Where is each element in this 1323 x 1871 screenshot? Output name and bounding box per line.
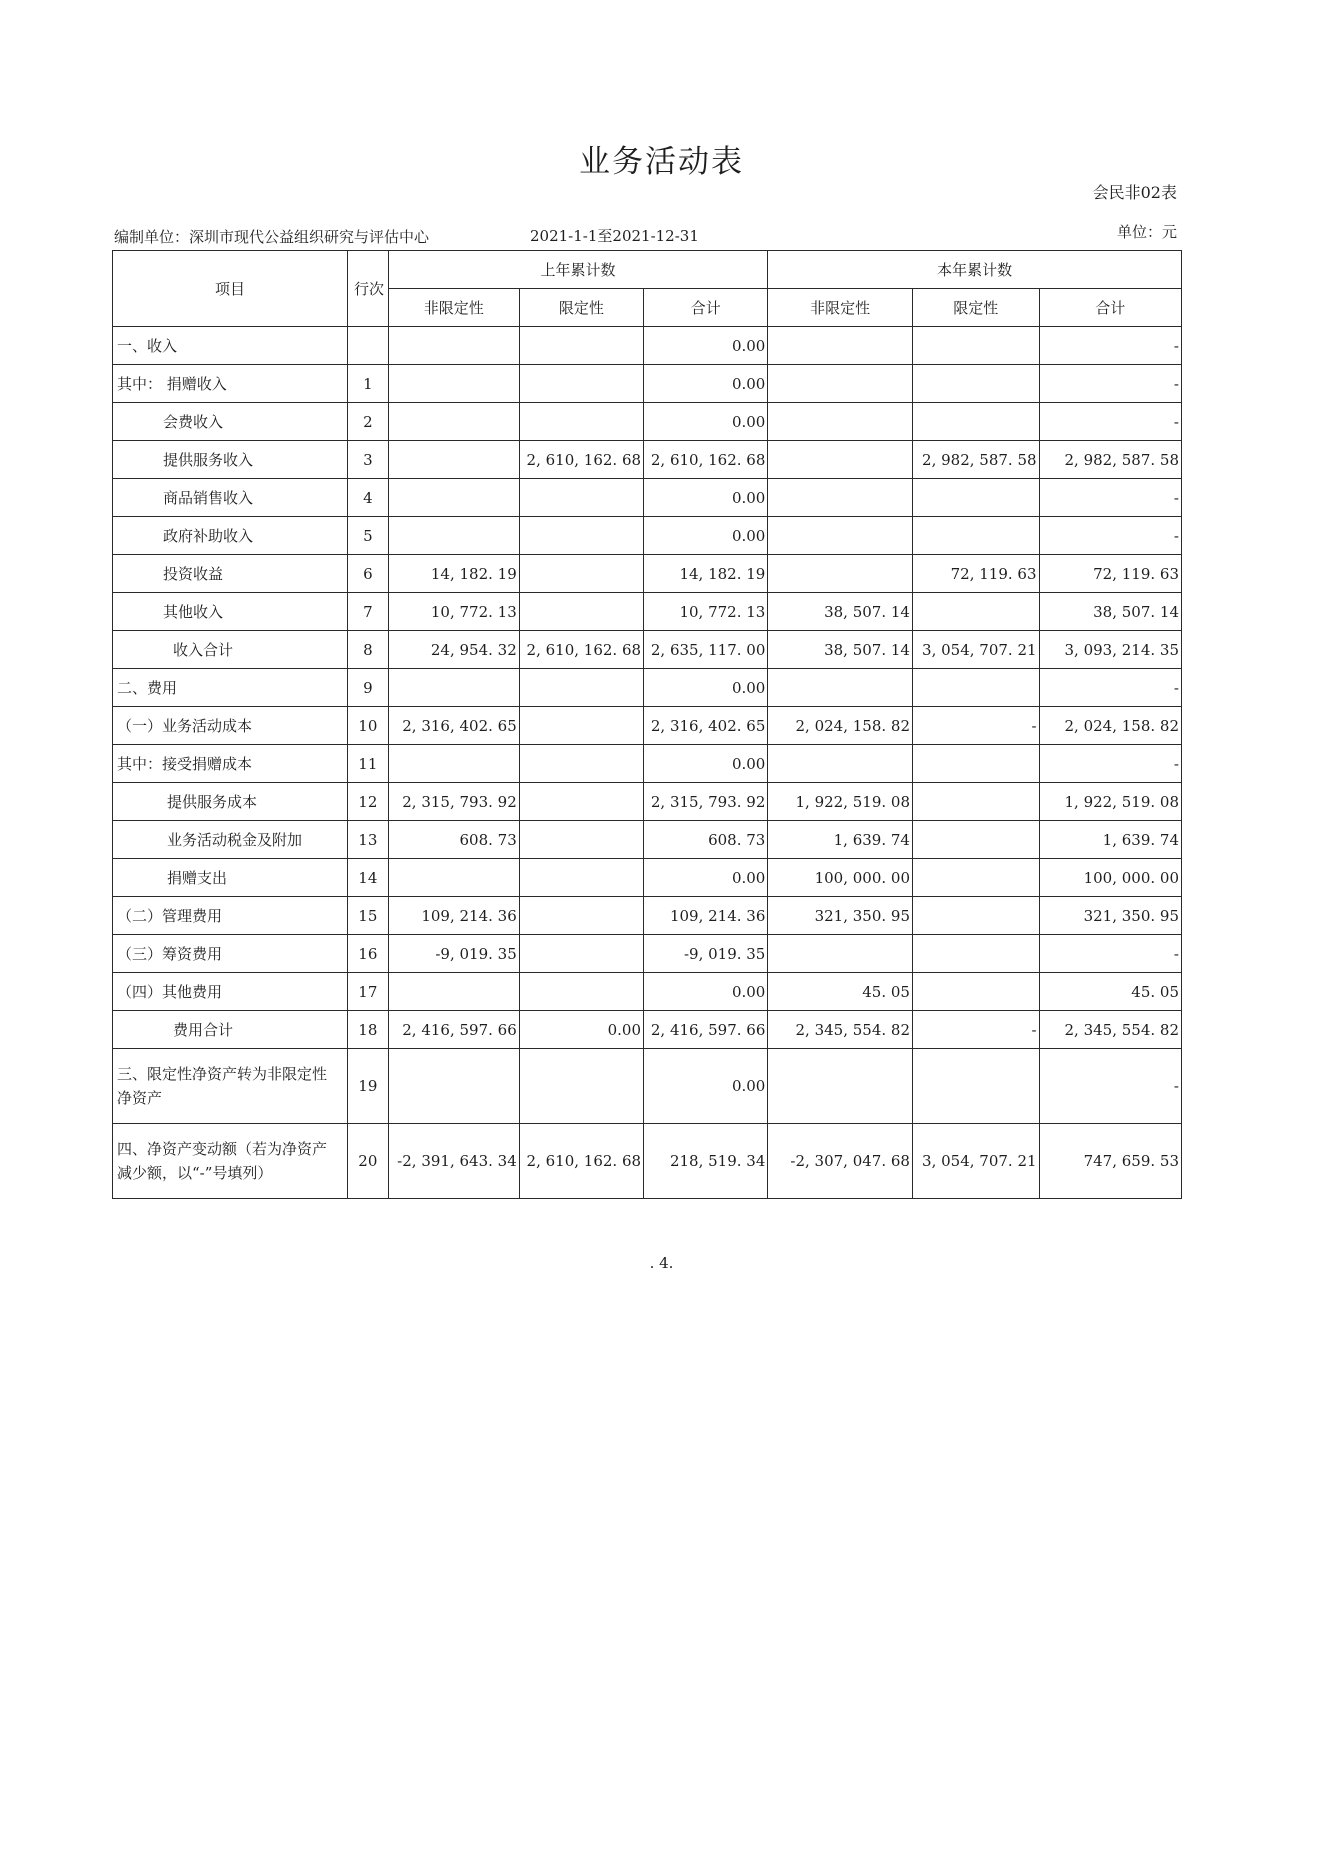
cell-prior-unrestricted: -9, 019. 35: [388, 935, 519, 973]
report-period: 2021-1-1至2021-12-31: [530, 227, 699, 245]
cell-current-restricted: [912, 973, 1039, 1011]
row-item-label: 其他收入: [113, 593, 348, 631]
cell-prior-restricted: [519, 897, 643, 935]
cell-current-unrestricted: [768, 365, 913, 403]
table-row: [113, 1011, 1182, 1049]
row-line-number: 18: [348, 1011, 389, 1049]
cell-current-restricted: [912, 403, 1039, 441]
cell-current-unrestricted: [768, 441, 913, 479]
cell-prior-total: 0.00: [644, 365, 768, 403]
cell-current-restricted: [912, 517, 1039, 555]
cell-prior-total: 2, 316, 402. 65: [644, 707, 768, 745]
table-row: [113, 669, 1182, 707]
header-current-unrestricted: 非限定性: [768, 289, 913, 327]
cell-prior-unrestricted: [388, 517, 519, 555]
cell-prior-total: 2, 635, 117. 00: [644, 631, 768, 669]
table-row: [113, 365, 1182, 403]
cell-prior-restricted: [519, 935, 643, 973]
row-line-number: 15: [348, 897, 389, 935]
cell-current-total: 2, 024, 158. 82: [1039, 707, 1181, 745]
cell-current-total: 747, 659. 53: [1039, 1124, 1181, 1199]
header-line: 行次: [348, 251, 389, 327]
row-item-label: 业务活动税金及附加: [113, 821, 348, 859]
cell-prior-total: 0.00: [644, 517, 768, 555]
cell-current-unrestricted: [768, 935, 913, 973]
cell-current-unrestricted: [768, 745, 913, 783]
row-line-number: 9: [348, 669, 389, 707]
cell-prior-restricted: 2, 610, 162. 68: [519, 441, 643, 479]
cell-current-unrestricted: 45. 05: [768, 973, 913, 1011]
row-line-number: 4: [348, 479, 389, 517]
cell-current-restricted: -: [912, 1011, 1039, 1049]
business-activity-table: [112, 250, 1182, 1199]
cell-prior-restricted: 0.00: [519, 1011, 643, 1049]
row-item-label: 捐赠支出: [113, 859, 348, 897]
cell-current-unrestricted: [768, 479, 913, 517]
cell-prior-total: 0.00: [644, 973, 768, 1011]
cell-prior-restricted: [519, 821, 643, 859]
table-row: [113, 707, 1182, 745]
table-row: [113, 631, 1182, 669]
cell-prior-unrestricted: 2, 315, 793. 92: [388, 783, 519, 821]
cell-prior-restricted: [519, 517, 643, 555]
cell-current-unrestricted: 321, 350. 95: [768, 897, 913, 935]
cell-prior-total: -9, 019. 35: [644, 935, 768, 973]
cell-prior-restricted: [519, 365, 643, 403]
cell-prior-unrestricted: 24, 954. 32: [388, 631, 519, 669]
cell-current-restricted: [912, 479, 1039, 517]
table-row: [113, 441, 1182, 479]
cell-prior-unrestricted: 14, 182. 19: [388, 555, 519, 593]
row-line-number: 11: [348, 745, 389, 783]
cell-current-restricted: [912, 365, 1039, 403]
row-line-number: 1: [348, 365, 389, 403]
cell-current-total: -: [1039, 517, 1181, 555]
cell-current-unrestricted: 1, 922, 519. 08: [768, 783, 913, 821]
row-line-number: 10: [348, 707, 389, 745]
cell-current-total: -: [1039, 669, 1181, 707]
cell-prior-unrestricted: [388, 973, 519, 1011]
cell-current-total: -: [1039, 327, 1181, 365]
cell-prior-restricted: [519, 1049, 643, 1124]
row-line-number: 12: [348, 783, 389, 821]
header-item: 项目: [113, 251, 348, 327]
cell-current-restricted: [912, 935, 1039, 973]
cell-prior-total: 608. 73: [644, 821, 768, 859]
cell-current-restricted: 2, 982, 587. 58: [912, 441, 1039, 479]
cell-current-restricted: [912, 669, 1039, 707]
cell-prior-total: 218, 519. 34: [644, 1124, 768, 1199]
row-item-label: 会费收入: [113, 403, 348, 441]
cell-current-restricted: [912, 745, 1039, 783]
row-item-label: 一、收入: [113, 327, 348, 365]
row-line-number: 16: [348, 935, 389, 973]
cell-current-restricted: [912, 821, 1039, 859]
form-code: 会民非02表: [1092, 183, 1177, 202]
cell-prior-restricted: [519, 707, 643, 745]
row-item-label: （一）业务活动成本: [113, 707, 348, 745]
row-item-label: 其中：接受捐赠成本: [113, 745, 348, 783]
row-item-label: （二）管理费用: [113, 897, 348, 935]
cell-current-restricted: [912, 593, 1039, 631]
cell-prior-unrestricted: [388, 669, 519, 707]
cell-prior-total: 2, 416, 597. 66: [644, 1011, 768, 1049]
row-item-label: 二、费用: [113, 669, 348, 707]
header-prior-restricted: 限定性: [519, 289, 643, 327]
row-item-label: （四）其他费用: [113, 973, 348, 1011]
row-item-label: 费用合计: [113, 1011, 348, 1049]
page-number: . 4.: [649, 1254, 674, 1272]
row-item-label: 政府补助收入: [113, 517, 348, 555]
cell-prior-restricted: [519, 479, 643, 517]
cell-current-total: 100, 000. 00: [1039, 859, 1181, 897]
cell-prior-total: 109, 214. 36: [644, 897, 768, 935]
row-item-label: 三、限定性净资产转为非限定性净资产: [113, 1049, 348, 1124]
cell-prior-total: 0.00: [644, 859, 768, 897]
row-item-label: 提供服务成本: [113, 783, 348, 821]
cell-current-total: 321, 350. 95: [1039, 897, 1181, 935]
cell-current-restricted: [912, 859, 1039, 897]
table-row: [113, 897, 1182, 935]
cell-current-total: -: [1039, 403, 1181, 441]
cell-current-restricted: 3, 054, 707. 21: [912, 1124, 1039, 1199]
cell-current-total: 2, 345, 554. 82: [1039, 1011, 1181, 1049]
header-current-restricted: 限定性: [912, 289, 1039, 327]
cell-prior-restricted: [519, 593, 643, 631]
row-line-number: 2: [348, 403, 389, 441]
currency-unit: 单位：元: [1116, 223, 1177, 241]
cell-prior-total: 2, 315, 793. 92: [644, 783, 768, 821]
cell-current-total: -: [1039, 745, 1181, 783]
cell-prior-restricted: [519, 669, 643, 707]
row-line-number: 19: [348, 1049, 389, 1124]
row-line-number: 5: [348, 517, 389, 555]
row-item-label: 投资收益: [113, 555, 348, 593]
cell-current-total: 1, 639. 74: [1039, 821, 1181, 859]
cell-prior-restricted: 2, 610, 162. 68: [519, 631, 643, 669]
cell-current-unrestricted: 38, 507. 14: [768, 593, 913, 631]
header-prior-unrestricted: 非限定性: [388, 289, 519, 327]
cell-current-restricted: [912, 783, 1039, 821]
cell-prior-unrestricted: 2, 416, 597. 66: [388, 1011, 519, 1049]
cell-current-total: 45. 05: [1039, 973, 1181, 1011]
table-row: [113, 593, 1182, 631]
cell-prior-unrestricted: [388, 441, 519, 479]
cell-current-unrestricted: [768, 517, 913, 555]
cell-prior-restricted: [519, 745, 643, 783]
table-row: [113, 745, 1182, 783]
row-line-number: 8: [348, 631, 389, 669]
cell-prior-total: 10, 772. 13: [644, 593, 768, 631]
row-line-number: 6: [348, 555, 389, 593]
report-title: 业务活动表: [579, 144, 744, 180]
cell-current-unrestricted: [768, 669, 913, 707]
cell-current-unrestricted: -2, 307, 047. 68: [768, 1124, 913, 1199]
cell-current-restricted: 72, 119. 63: [912, 555, 1039, 593]
cell-prior-unrestricted: 10, 772. 13: [388, 593, 519, 631]
cell-prior-total: 14, 182. 19: [644, 555, 768, 593]
cell-prior-total: 0.00: [644, 1049, 768, 1124]
row-item-label: 其中： 捐赠收入: [113, 365, 348, 403]
cell-current-total: -: [1039, 479, 1181, 517]
cell-prior-unrestricted: [388, 479, 519, 517]
cell-prior-total: 0.00: [644, 745, 768, 783]
cell-current-unrestricted: 2, 345, 554. 82: [768, 1011, 913, 1049]
cell-current-unrestricted: [768, 403, 913, 441]
table-row: [113, 859, 1182, 897]
row-line-number: [348, 327, 389, 365]
table-row: [113, 479, 1182, 517]
cell-current-unrestricted: 38, 507. 14: [768, 631, 913, 669]
row-line-number: 13: [348, 821, 389, 859]
cell-current-restricted: [912, 327, 1039, 365]
cell-current-unrestricted: [768, 327, 913, 365]
table-row: [113, 517, 1182, 555]
header-current-year: 本年累计数: [768, 251, 1182, 289]
cell-prior-unrestricted: 109, 214. 36: [388, 897, 519, 935]
cell-prior-restricted: [519, 859, 643, 897]
table-row: [113, 973, 1182, 1011]
header-prior-total: 合计: [644, 289, 768, 327]
cell-current-total: 72, 119. 63: [1039, 555, 1181, 593]
cell-current-total: -: [1039, 935, 1181, 973]
cell-prior-unrestricted: [388, 859, 519, 897]
cell-current-total: -: [1039, 365, 1181, 403]
row-line-number: 14: [348, 859, 389, 897]
cell-prior-unrestricted: [388, 403, 519, 441]
header-prior-year: 上年累计数: [388, 251, 768, 289]
cell-current-unrestricted: 1, 639. 74: [768, 821, 913, 859]
cell-prior-unrestricted: 2, 316, 402. 65: [388, 707, 519, 745]
table-row: [113, 1124, 1182, 1199]
cell-prior-total: 0.00: [644, 403, 768, 441]
preparing-organization: 编制单位：深圳市现代公益组织研究与评估中心: [114, 228, 430, 246]
table-row: [113, 403, 1182, 441]
row-line-number: 20: [348, 1124, 389, 1199]
row-item-label: 提供服务收入: [113, 441, 348, 479]
cell-prior-restricted: [519, 403, 643, 441]
cell-current-restricted: [912, 1049, 1039, 1124]
cell-prior-unrestricted: [388, 327, 519, 365]
row-item-label: 四、净资产变动额（若为净资产减少额，以“-”号填列）: [113, 1124, 348, 1199]
cell-prior-total: 0.00: [644, 479, 768, 517]
cell-prior-total: 0.00: [644, 327, 768, 365]
cell-prior-restricted: [519, 783, 643, 821]
table-row: [113, 555, 1182, 593]
cell-current-total: 3, 093, 214. 35: [1039, 631, 1181, 669]
row-item-label: 收入合计: [113, 631, 348, 669]
cell-current-total: 1, 922, 519. 08: [1039, 783, 1181, 821]
cell-current-unrestricted: 2, 024, 158. 82: [768, 707, 913, 745]
cell-prior-unrestricted: -2, 391, 643. 34: [388, 1124, 519, 1199]
cell-prior-restricted: [519, 327, 643, 365]
cell-prior-unrestricted: [388, 745, 519, 783]
row-line-number: 17: [348, 973, 389, 1011]
cell-current-total: 38, 507. 14: [1039, 593, 1181, 631]
table-row: [113, 1049, 1182, 1124]
cell-current-unrestricted: 100, 000. 00: [768, 859, 913, 897]
table-row: [113, 783, 1182, 821]
cell-current-total: 2, 982, 587. 58: [1039, 441, 1181, 479]
cell-prior-total: 0.00: [644, 669, 768, 707]
cell-prior-unrestricted: [388, 365, 519, 403]
cell-current-restricted: -: [912, 707, 1039, 745]
cell-current-unrestricted: [768, 555, 913, 593]
cell-prior-restricted: [519, 555, 643, 593]
cell-prior-total: 2, 610, 162. 68: [644, 441, 768, 479]
report-body: [113, 327, 1182, 1199]
row-item-label: 商品销售收入: [113, 479, 348, 517]
cell-prior-restricted: [519, 973, 643, 1011]
row-item-label: （三）筹资费用: [113, 935, 348, 973]
table-row: [113, 935, 1182, 973]
cell-prior-unrestricted: [388, 1049, 519, 1124]
table-row: [113, 821, 1182, 859]
header-current-total: 合计: [1039, 289, 1181, 327]
cell-current-restricted: [912, 897, 1039, 935]
row-line-number: 3: [348, 441, 389, 479]
row-line-number: 7: [348, 593, 389, 631]
cell-current-unrestricted: [768, 1049, 913, 1124]
cell-prior-unrestricted: 608. 73: [388, 821, 519, 859]
cell-current-total: -: [1039, 1049, 1181, 1124]
table-row: [113, 327, 1182, 365]
cell-current-restricted: 3, 054, 707. 21: [912, 631, 1039, 669]
cell-prior-restricted: 2, 610, 162. 68: [519, 1124, 643, 1199]
